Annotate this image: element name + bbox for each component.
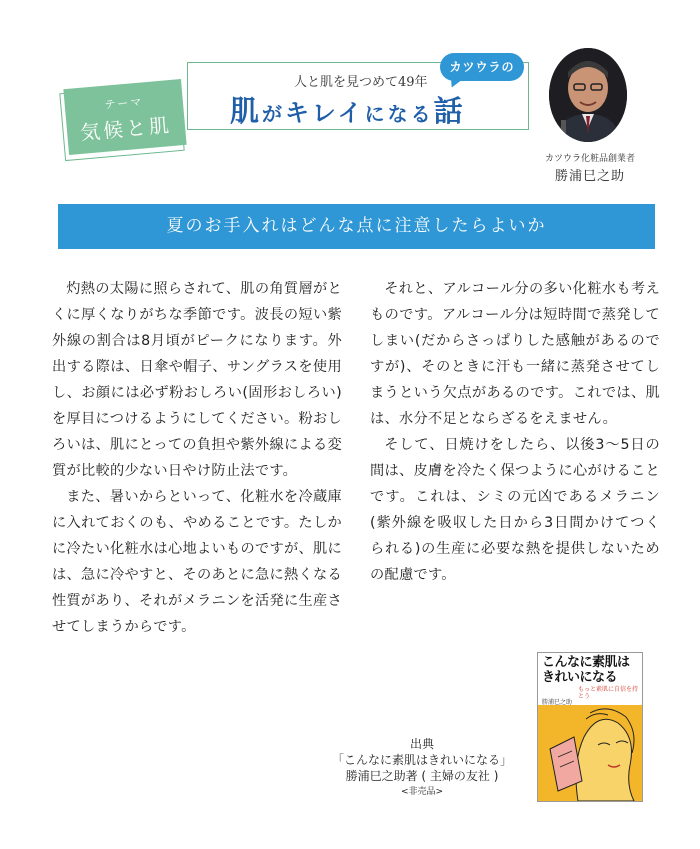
book-cover-author: 勝浦巳之助 [542,699,573,706]
theme-badge [63,79,186,155]
source-book-title: 「こんなに素肌はきれいになる」 [331,753,512,767]
source-label: 出典 [409,737,434,751]
paragraph: そして、日焼けをしたら、以後3〜5日の間は、皮膚を冷たく保つように心がけることです。これは、シミの元凶であるメラニン(紫外線を吸収した日から3日間かけてつくられる)の生産に必要な熱を提供しないための配慮です。 [370,437,660,583]
source-note: <非売品> [400,787,444,797]
paragraph: 灼熱の太陽に照らされて、肌の角質層がとくに厚くなりがちな季節です。波長の短い紫外線の割合は8月頃がピークになります。外出する際は、日傘や帽子、サングラスを使用し、お顔には必ず粉おしろい(固形おしろい)を厚目につけるようにしてください。粉おしろいは、肌にとっての負担や紫外線による変質が比較的少ない日やけ防止法です。 [52,281,342,479]
book-cover-title: こんなに素肌はきれいになる [542,655,630,685]
source-citation [322,736,522,800]
title-part: 肌 [230,94,263,128]
series-title [230,89,466,130]
title-part: になる [364,102,434,126]
paragraph: それと、アルコール分の多い化粧水も考えものです。アルコール分は短時間で蒸発してしまい(だからさっぱりした感触があるのですが)、そのときに汗も一緒に蒸発させてしまうという欠点があるのです。これでは、肌は、水分不足とならざるをえません。 [370,281,660,427]
speech-bubble-badge: カツウラの [440,53,524,81]
book-cover [537,652,643,802]
founder-name: 勝浦巳之助 [554,169,625,184]
theme-label: テーマ [103,95,144,112]
body-column-left [52,276,342,640]
founder-role: カツウラ化粧品創業者 [544,154,635,164]
series-subtitle: 人と肌を見つめて49年 [294,75,428,90]
question-heading: 夏のお手入れはどんな点に注意したらよいか [58,204,655,249]
book-cover-tagline: もっと素肌に自信を持とう [578,686,639,700]
body-column-right [370,276,660,588]
theme-title: 気候と肌 [79,112,173,145]
title-part: キレイ [285,98,365,127]
title-part: 話 [433,94,466,128]
source-author-publisher: 勝浦巳之助著 ( 主婦の友社 ) [345,769,499,783]
title-part: が [262,102,286,126]
paragraph: また、暑いからといって、化粧水を冷蔵庫に入れておくのも、やめることです。たしかに冷たい化粧水は心地よいものですが、肌には、急に冷やすと、そのあとに急に熱くなる性質があり、それがメラニンを活発に生産させてしまうからです。 [52,489,342,635]
founder-portrait [549,48,627,142]
founder-photo [549,48,627,142]
